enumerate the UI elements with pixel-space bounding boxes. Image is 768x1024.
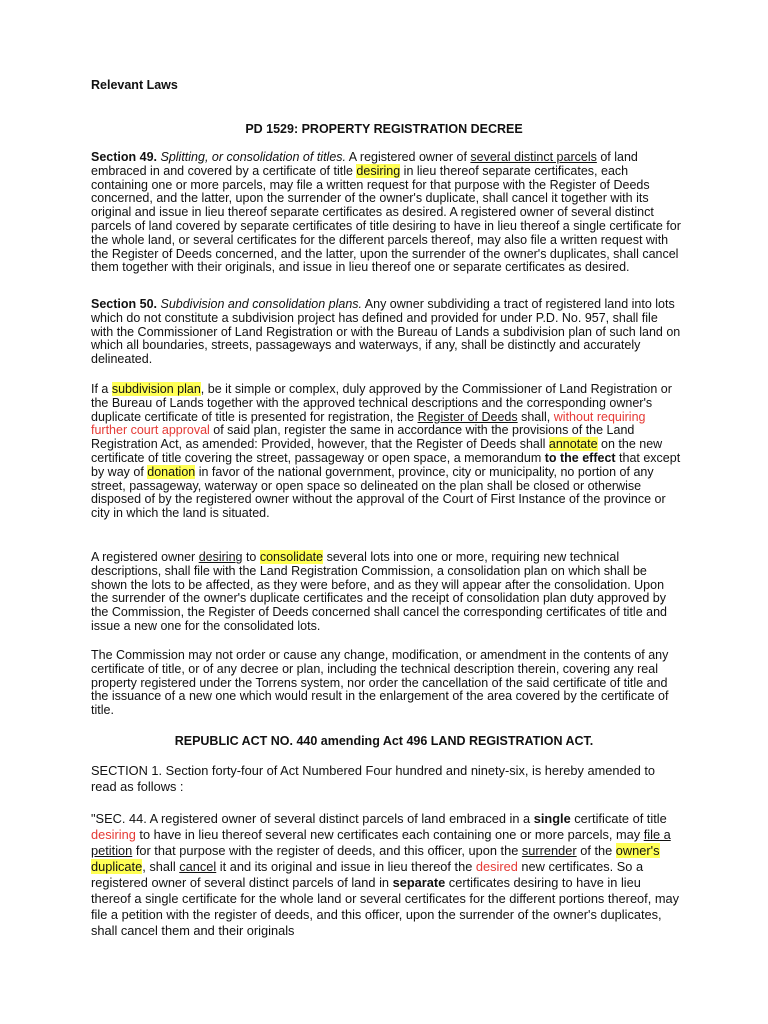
section-50-paragraph (91, 298, 681, 367)
section-50-text: Any owner subdividing a tract of registered land into lots which do not constitute a subdivision project has defined and provided for under P.D. No. 957, shall file with the Commissioner of Land Registration or with the Bureau of Lands a subdivision plan of such land on which all boundaries, streets, passageways and waterways, if any, shall be distinctly and accurately delineated. (91, 297, 681, 367)
underlined-phrase: surrender (521, 843, 577, 858)
paragraph-text: "SEC. 44. A registered owner of several distinct parcels of land embraced in a (91, 811, 534, 826)
highlighted-phrase: owner's duplicate (91, 843, 660, 874)
section-49-text: in lieu thereof separate certificates, each containing one or more parcels, may file a written request for that purpose with the Register of Deeds concerned, and the latter, upon the surrender of the owner's duplicate, shall cancel it together with its original and issue in lieu thereof separate certificates as desired. A registered owner of several distinct parcels of land covered by separate certificates of title desiring to have in lieu thereof a single certificate for the whole land, or several certificates for the different parcels thereof, may also file a written request with the Register of Deeds concerned, and the latter, upon the surrender of the owner's duplicates, shall cancel them together with their originals, and issue in lieu thereof one or separate certificates as desired. (91, 163, 681, 275)
underlined-phrase: cancel (179, 859, 217, 874)
paragraph-text: to (242, 550, 260, 564)
paragraph-text: of the (576, 843, 616, 858)
section-50-label: Section 50. (91, 297, 157, 311)
paragraph-text: of said plan, register the same in accordance with the provisions of the Land Registration Act, as amended: Provided, however, that the Register of Deeds shall (91, 423, 635, 452)
paragraph-text: that except by way of (91, 450, 681, 479)
paragraph-text: shall, (517, 409, 554, 424)
paragraph-text: certificate of title (570, 811, 667, 826)
bold-phrase: to the effect (544, 450, 616, 465)
paragraph-text: several lots into one or more, requiring new technical descriptions, shall file with the Land Registration Commission, a consolidation plan on which shall be shown the lots to be affected, as they were before, and as they will appear after the consolidation. Upon the surrender of the owner's duplicate certificates and the receipt of consolidation plan duty approved by the Commission, the Register of Deeds concerned shall cancel the corresponding certificates of title and issue a new one for the consolidated lots. (91, 550, 667, 633)
paragraph-text: for that purpose with the register of deeds, and this officer, upon the (132, 843, 522, 858)
paragraph-text: , be it simple or complex, duly approved by the Commissioner of Land Registration or the Bureau of Lands together with the approved technical descriptions and the corresponding owner's duplicate certificate of title is presented for registration, the (91, 382, 672, 424)
underlined-phrase: Register of Deeds (417, 409, 518, 424)
paragraph-text: certificates desiring to have in lieu thereof a single certificate for the whole land or several certificates for the different portions thereof, may file a petition with the register of deeds, and this officer, upon the surrender of the owner's duplicates, shall cancel them and their originals (91, 875, 680, 938)
section-50-title: Subdivision and consolidation plans. (160, 297, 363, 311)
red-phrase: desired (475, 859, 518, 874)
pd-1529-title: PD 1529: PROPERTY REGISTRATION DECREE (245, 122, 523, 136)
bold-phrase: separate (392, 875, 446, 890)
highlighted-phrase: subdivision plan (111, 382, 201, 396)
sec-44-paragraph (91, 811, 681, 939)
subdivision-plan-paragraph (91, 383, 681, 521)
section-49-paragraph (91, 151, 681, 275)
paragraph-text: on the new certificate of title covering the street, passageway or open space, a memorandum (91, 437, 663, 465)
commission-paragraph: The Commission may not order or cause any change, modification, or amendment in the contents of any certificate of title, or of any decree or plan, including the technical description therein, covering any real property registered under the Torrens system, nor order the cancellation of the said certificate of title and the issuance of a new one which would result in the enlargement of the area covered by the certificate of title. (91, 648, 669, 718)
underlined-phrase: several distinct parcels (470, 150, 597, 164)
paragraph-text: it and its original and issue in lieu thereof the (216, 859, 476, 874)
section-49-text: A registered owner of (346, 150, 471, 164)
paragraph-text: If a (91, 382, 112, 396)
highlighted-phrase: consolidate (259, 550, 324, 564)
section-49-label: Section 49. (91, 150, 157, 164)
section-49-text: of land embraced in and covered by a certificate of title (91, 150, 638, 178)
paragraph-text: A registered owner (91, 550, 199, 564)
paragraph-text: to have in lieu thereof several new certificates each containing one or more parcels, may (135, 827, 644, 842)
consolidation-paragraph (91, 551, 681, 634)
ra-440-title: REPUBLIC ACT NO. 440 amending Act 496 LAND REGISTRATION ACT. (174, 734, 594, 748)
underlined-phrase: file a petition (91, 827, 671, 858)
paragraph-text: in favor of the national government, province, city or municipality, no portion of any street, passageway, waterway or open space so delineated on the plan shall be closed or otherwise disposed of by the registered owner without the approval of the Court of First Instance of the province or city in which the land is situated. (91, 464, 666, 521)
red-phrase: without requiring further court approval (91, 409, 646, 438)
paragraph-text: , shall (142, 859, 180, 874)
section-49-title: Splitting, or consolidation of titles. (160, 150, 347, 164)
bold-phrase: single (533, 811, 571, 826)
red-phrase: desiring (91, 827, 136, 842)
highlighted-phrase: annotate (548, 437, 598, 452)
underlined-phrase: desiring (198, 550, 243, 564)
highlighted-phrase: desiring (356, 163, 401, 178)
paragraph-text: new certificates. So a registered owner of several distinct parcels of land in (91, 859, 644, 890)
relevant-laws-heading: Relevant Laws (91, 78, 178, 92)
highlighted-phrase: donation (147, 464, 196, 479)
ra-section-1: SECTION 1. Section forty-four of Act Numbered Four hundred and ninety-six, is hereby amended to read as follows : (91, 763, 656, 794)
